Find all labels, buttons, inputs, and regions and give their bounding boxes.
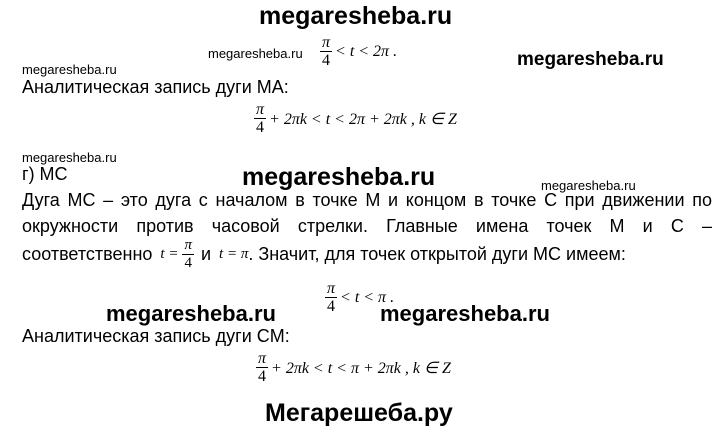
formula-arc-ma: $\frac{\pi}{4}$ + 2πk < t < 2π + 2πk , k ∈ Z — [256, 101, 457, 136]
watermark-small: megaresheba.ru — [541, 178, 636, 193]
section-heading-mc: г) MC — [22, 164, 68, 184]
watermark-left-mid: megaresheba.ru — [106, 301, 276, 326]
fraction-pi-over-4: $\frac{\pi}{4}$ — [327, 280, 336, 315]
watermark-small: megaresheba.ru — [208, 46, 303, 61]
watermark-top: megaresheba.ru — [259, 2, 453, 30]
watermark-right: megaresheba.ru — [517, 49, 664, 70]
inequality-mc: $\frac{\pi}{4}$ < t < π . — [327, 280, 395, 315]
watermark-small: megaresheba.ru — [22, 62, 117, 77]
inequality-ma: $\frac{\pi}{4}$ < t < 2π . — [322, 34, 398, 69]
fraction-pi-over-4: $\frac{\pi}{4}$ — [322, 34, 331, 69]
fraction-pi-over-4: $\frac{\pi}{4}$ — [256, 101, 265, 136]
watermark-center: megaresheba.ru — [242, 163, 436, 191]
analytic-heading-cm: Аналитическая запись дуги CM: — [22, 326, 290, 346]
footer-watermark: Мегарешеба.ру — [265, 399, 453, 427]
analytic-heading-ma: Аналитическая запись дуги MA: — [22, 77, 289, 97]
paragraph-line-3: соответственно t = $\frac{\pi}{4}$ и t = π . Значит, для точек открытой дуги MC имеем: — [22, 237, 626, 271]
formula-arc-cm: $\frac{\pi}{4}$ + 2πk < t < π + 2πk , k ∈ Z — [258, 350, 451, 385]
fraction-pi-over-4: $\frac{\pi}{4}$ — [258, 350, 267, 385]
watermark-small: megaresheba.ru — [22, 150, 117, 165]
watermark-right-mid: megaresheba.ru — [380, 301, 550, 326]
paragraph-line-2: окружности против часовой стрелки. Главные имена точек M и C – — [22, 216, 712, 236]
fraction-pi-over-4: $\frac{\pi}{4}$ — [184, 237, 192, 271]
paragraph-line-1: Дуга MC – это дуга с началом в точке M и концом в точке C при движении по — [22, 190, 712, 210]
